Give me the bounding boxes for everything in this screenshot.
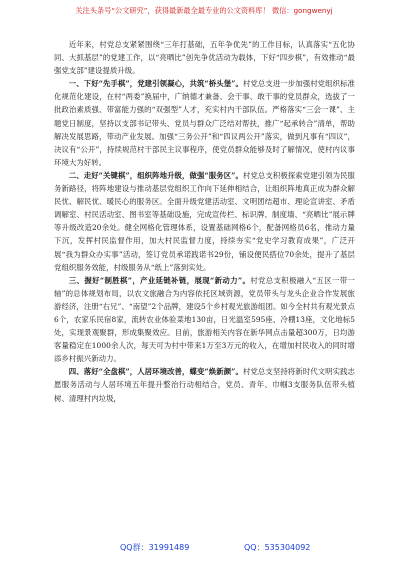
section-3-paragraph xyxy=(54,274,355,366)
section-4-heading: 四、落好“全盘棋”，人居环境改善，蝶变“焕新颜”。 xyxy=(68,367,243,377)
section-2-heading: 二、走好“关键棋”，组织阵地升级，做强“服务区”。 xyxy=(68,170,243,180)
section-2-text: 村党总支积极探索党建引领为民服务新路径，将阵地建设与推动基层党组织工作向下延伸相结合，让组织阵地真正成为群众解民忧、解民忧、暖民心的服务区。全面升级党建活动室、文明团结超市、理论宣讲室、矛盾调解室、村民活动室、图书室等基础设施，完成宣传栏、标识牌、制度墙、“亮晒比”展示牌等升级改造20余处。健全网格化管理体系，设置基础网格6个，配备网格员6名，推动力量下沉，发挥村民监督作用，加大村民监督力度，持续夯实“党史学习教育成果”，广泛开展“我为群众办实事”活动，签订党员承诺践诺书29份，铺设便民搭位70余处，提升了基层党组织服务效能，村级服务从“纸上”落到实处。 xyxy=(54,170,355,272)
section-4-paragraph xyxy=(54,365,355,404)
intro-paragraph xyxy=(54,38,355,77)
section-4-text: 村党总支坚持将新时代文明实践志愿服务活动与人居环境五年提升整治行动相结合，党员、青年、巾帼3支服务队伍带头植树、清理村内垃圾， xyxy=(54,367,355,403)
section-1-heading: 一、下好“先手棋”，党建引领凝心，共筑“桥头堡”。 xyxy=(68,79,243,89)
section-3-heading: 三、握好“制胜棋”，产业延链补链，展现“新动力”。 xyxy=(68,275,251,285)
section-1-paragraph xyxy=(54,77,355,169)
qq-group-link[interactable]: QQ群：31991489 xyxy=(120,543,190,552)
section-3-text: 村党总支积极融入“五区一带一轴”的总体规划布局，以农文旅融合为内容依托区域资源，党员带头与龙头企业合作发展旅游经济，注册“右兄”、“南望”2个品牌，建设5个乡村观光旅游组团。如今全村共有观光景点6个，农家乐民宿8家，流转农业体验菜地130亩，日光温室595座、冷棚13座，文化地标5处，实现景观聚群，形成集聚效应。目前，旅游相关内容在新华网点击量超300万，日均游客量稳定在1000余人次，每天可为村中带来1万至3万元的收入，在增加村民收入的同时增添乡村振兴新动力。 xyxy=(54,275,355,364)
promo-banner: 关注头条号“公文研究”，获得最新最全最专业的公文资料库！ 微信：gongwenyj xyxy=(75,6,333,15)
paragraph-text: 近年来，村党总支紧紧围绕“三年打基础，五年争优先”的工作目标，认真落实“五化协同、大抓基层”的党建工作，以“亮晒比”创先争优活动为载体，下好“四步棋”，有效推动“最强党支部”建设提质升级。 xyxy=(54,40,355,76)
section-2-paragraph xyxy=(54,169,355,274)
qq-contact-link[interactable]: QQ：535304092 xyxy=(244,543,311,552)
document-body xyxy=(54,38,355,405)
section-1-text: 村党总支进一步加强村党组织标准化规范化建设，在村“两委”换届中，广纳德才兼备、会干事、敢干事的党员群众，选拔了一批政治素质强、带富能力强的“双强型”人才，充实村内干部队伍。严格落实“三会一课”、主题党日制度，坚持以支部书记带头、党员与群众广泛结对帮扶，推广“起承转合”清单，帮助解决发展思路，带动产业发展。加强“三务公开”和“四议两公开”落实，做到凡事有“四议”，决议有“公开”，持续规范村干部民主议事程序，使党员群众能够及时了解情况，使村内议事环境大为好转。 xyxy=(54,79,355,167)
contact-footer xyxy=(0,540,408,556)
